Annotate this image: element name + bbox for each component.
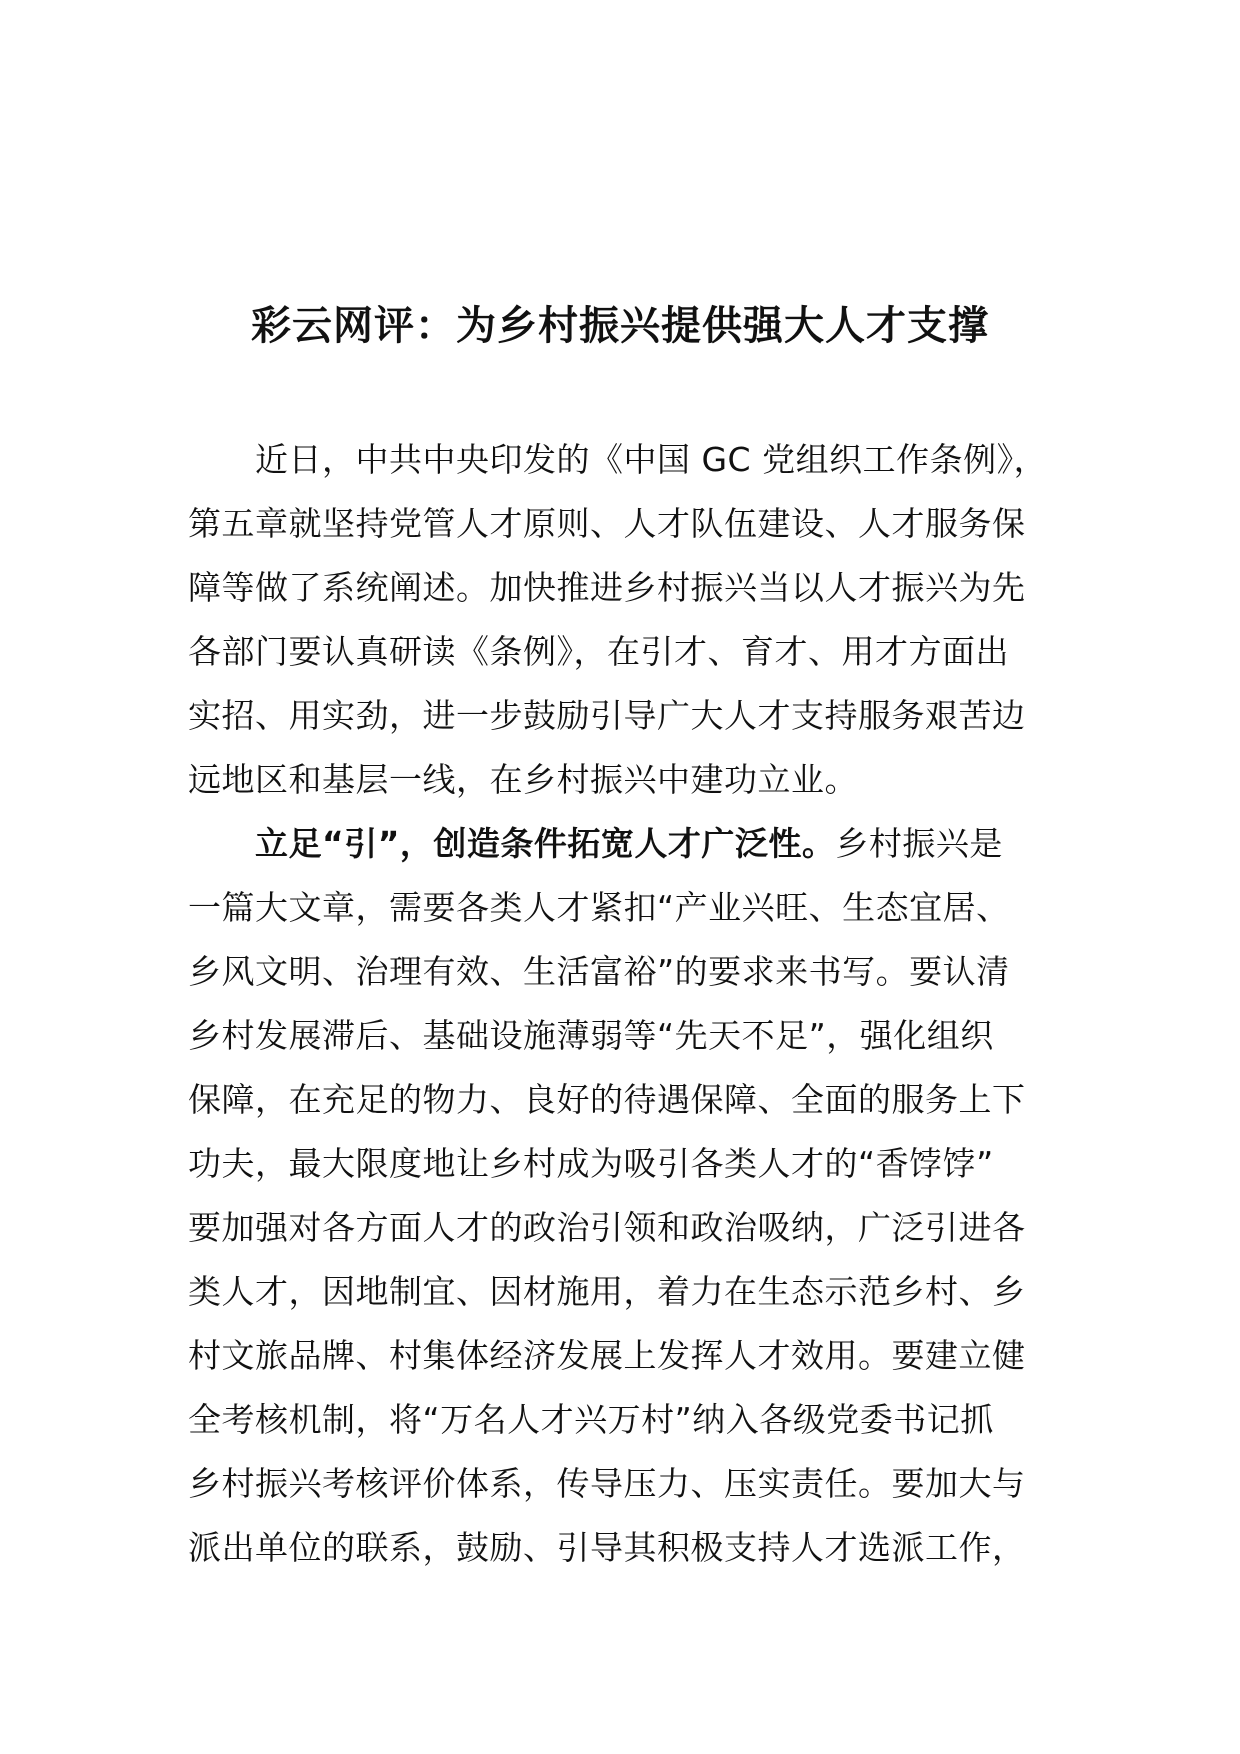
document-body [188,428,1058,1580]
paragraph-line: 村文旅品牌、村集体经济发展上发挥人才效用。要建立健 [188,1336,1026,1375]
paragraph-line: 实招、用实劲，进一步鼓励引导广大人才支持服务艰苦边 [188,696,1026,735]
document-title: 彩云网评：为乡村振兴提供强大人才支撑 [251,303,989,349]
paragraph-line: 全考核机制，将“万名人才兴万村”纳入各级党委书记抓 [188,1400,994,1439]
paragraph-line: 一篇大文章，需要各类人才紧扣“产业兴旺、生态宜居、 [188,888,1010,927]
paragraph-line: 功夫，最大限度地让乡村成为吸引各类人才的“香饽饽” [188,1144,994,1183]
paragraph-line: 障等做了系统阐述。加快推进乡村振兴当以人才振兴为先 [188,568,1026,607]
paragraph-line: 乡风文明、治理有效、生活富裕”的要求来书写。要认清 [188,952,1010,991]
paragraph-line: 保障，在充足的物力、良好的待遇保障、全面的服务上下 [188,1080,1026,1119]
paragraph-line: 类人才，因地制宜、因材施用，着力在生态示范乡村、乡 [188,1272,1026,1311]
paragraph-line: 远地区和基层一线，在乡村振兴中建功立业。 [188,760,858,799]
paragraph-line: 要加强对各方面人才的政治引领和政治吸纳，广泛引进各 [188,1208,1026,1247]
paragraph-text: 乡村振兴是 [835,824,1003,863]
paragraph-line: 乡村发展滞后、基础设施薄弱等“先天不足”，强化组织 [188,1016,994,1055]
paragraph-line: 近日，中共中央印发的《中国 GC 党组织工作条例》， [255,440,1048,479]
paragraph-line: 派出单位的联系，鼓励、引导其积极支持人才选派工作， [188,1528,1026,1567]
paragraph-line: 各部门要认真研读《条例》，在引才、育才、用才方面出 [188,632,1009,671]
paragraph-line [188,812,1058,876]
section-heading: 立足“引”，创造条件拓宽人才广泛性。 [255,824,836,863]
paragraph-line: 第五章就坚持党管人才原则、人才队伍建设、人才服务保 [188,504,1026,543]
paragraph-line: 乡村振兴考核评价体系，传导压力、压实责任。要加大与 [188,1464,1026,1503]
